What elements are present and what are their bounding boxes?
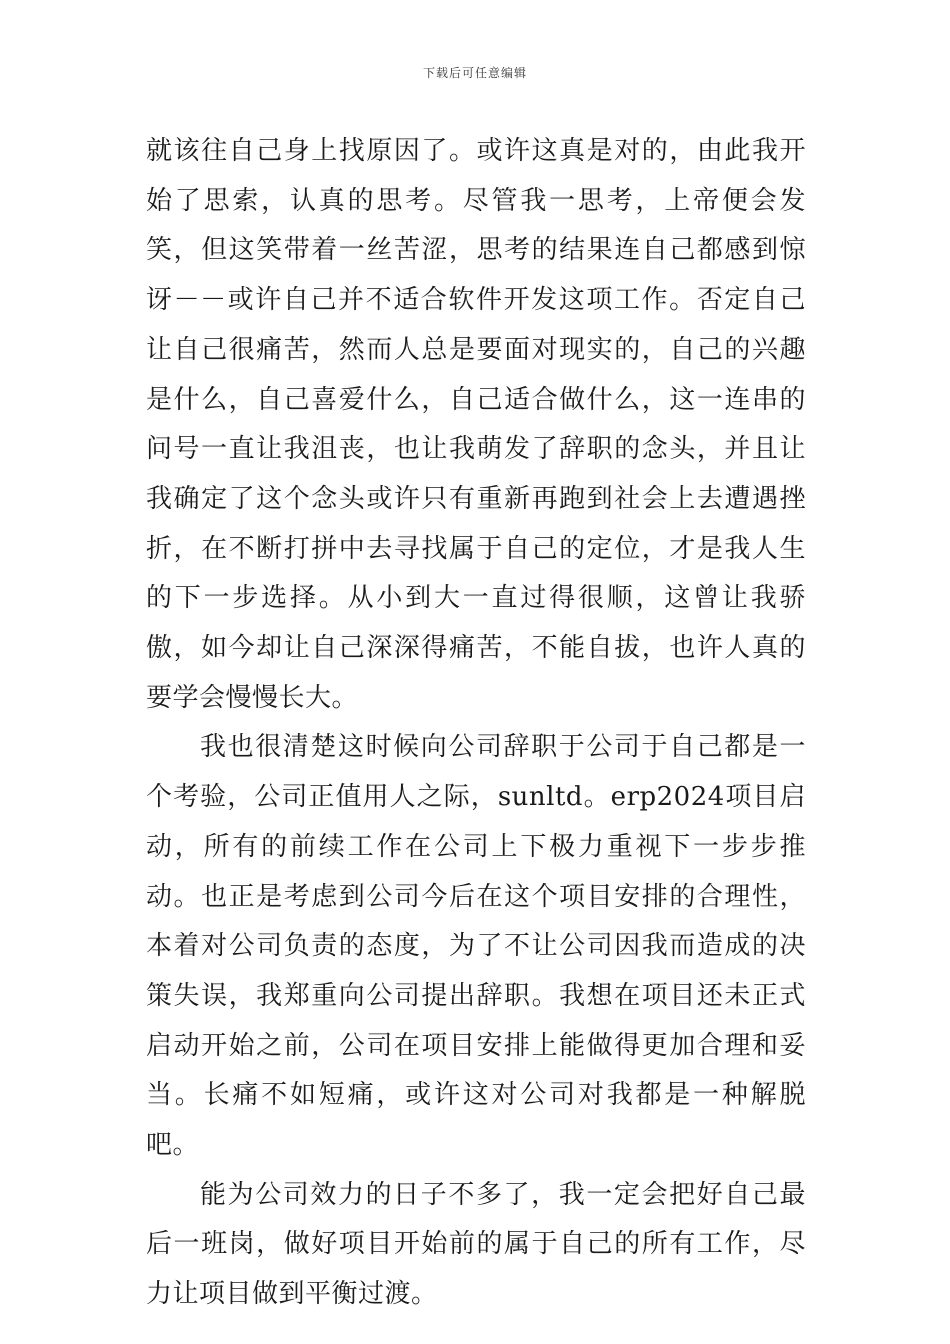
paragraph-resignation-reason: 我也很清楚这时候向公司辞职于公司于自己都是一个考验，公司正值用人之际，sunltd。erp2024项目启动，所有的前续工作在公司上下极力重视下一步步推动。也正是考虑到公司今后在这个项目安排的合理性，本着对公司负责的态度，为了不让公司因我而造成的决策失误，我郑重向公司提出辞职。我想在项目还未正式启动开始之前，公司在项目安排上能做得更加合理和妥当。长痛不如短痛，或许这对公司对我都是一种解脱吧。: [146, 732, 806, 1161]
paragraph-final-commitment: 能为公司效力的日子不多了，我一定会把好自己最后一班岗，做好项目开始前的属于自己的所有工作，尽力让项目做到平衡过渡。: [146, 1179, 806, 1310]
page-header: 下载后可任意编辑: [422, 66, 527, 80]
document-body: [146, 127, 806, 1320]
paragraph-continuation: 就该往自己身上找原因了。或许这真是对的，由此我开始了思索，认真的思考。尽管我一思考，上帝便会发笑，但这笑带着一丝苦涩，思考的结果连自己都感到惊讶－－或许自己并不适合软件开发这项工作。否定自己让自己很痛苦，然而人总是要面对现实的，自己的兴趣是什么，自己喜爱什么，自己适合做什么，这一连串的问号一直让我沮丧，也让我萌发了辞职的念头，并且让我确定了这个念头或许只有重新再跑到社会上去遭遇挫折，在不断打拼中去寻找属于自己的定位，才是我人生的下一步选择。从小到大一直过得很顺，这曾让我骄傲，如今却让自己深深得痛苦，不能自拔，也许人真的要学会慢慢长大。: [146, 136, 806, 713]
